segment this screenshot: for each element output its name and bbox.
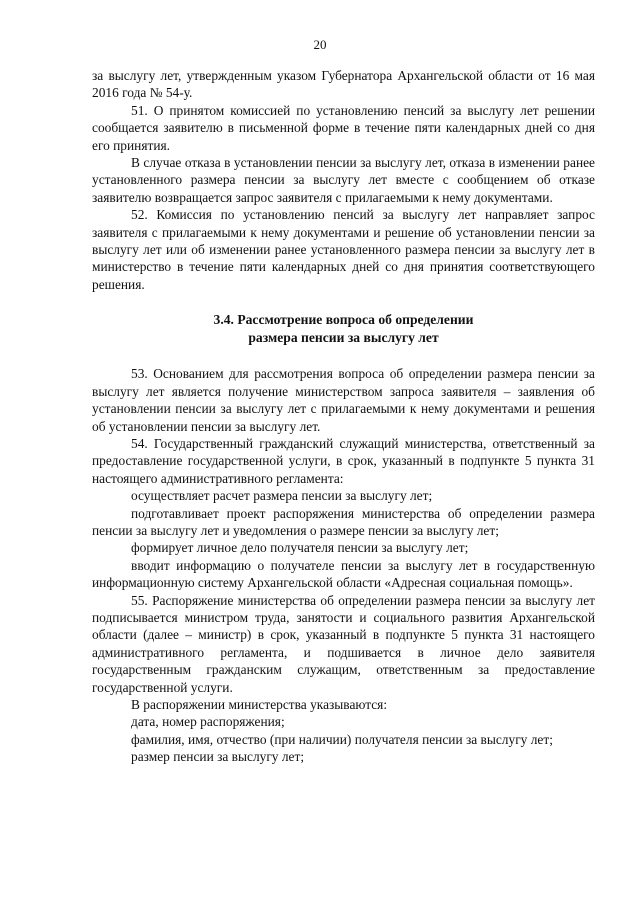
document-body (92, 67, 595, 766)
paragraph: подготавливает проект распоряжения министерства об определении размера пенсии за выслугу лет и уведомления о размере пенсии за выслугу лет; (92, 505, 595, 538)
paragraph: 52. Комиссия по установлению пенсий за выслугу лет направляет запрос заявителя с прилагаемыми к нему документами и решение об установлении пенсии за выслугу лет или об изменении ранее установленного размера пенсии за выслугу лет в министерство в течение пяти календарных дней со дня принятия соответствующего решения. (92, 207, 595, 292)
section-heading-line-1: 3.4. Рассмотрение вопроса об определении (213, 312, 474, 328)
paragraph: В распоряжении министерства указываются: (131, 697, 388, 712)
paragraph: 53. Основанием для рассмотрения вопроса об определении размера пенсии за выслугу лет является получение министерством запроса заявителя – заявления об установлении пенсии за выслугу лет с прилагаемыми к нему документами и решения об установлении пенсии за выслугу лет. (92, 366, 595, 434)
paragraph: осуществляет расчет размера пенсии за выслугу лет; (131, 488, 433, 504)
section-heading-line-2: размера пенсии за выслугу лет (248, 330, 439, 346)
paragraph: за выслугу лет, утвержденным указом Губернатора Архангельской области от 16 мая 2016 года № 54-у. (92, 68, 595, 101)
paragraph: В случае отказа в установлении пенсии за выслугу лет, отказа в изменении ранее установленного размера пенсии за выслугу лет вместе с сообщением об отказе заявителю возвращается запрос заявителя с прилагаемыми к нему документами. (92, 155, 595, 205)
paragraph: 54. Государственный гражданский служащий министерства, ответственный за предоставление государственной услуги, в срок, указанный в подпункте 5 пункта 31 настоящего административного регламента: (92, 435, 595, 486)
paragraph: 51. О принятом комиссией по установлению пенсий за выслугу лет решении сообщается заявителю в письменной форме в течение пяти календарных дней со дня его принятия. (92, 102, 595, 153)
section-heading (92, 311, 595, 347)
paragraph: вводит информацию о получателе пенсии за выслугу лет в государственную информационную систему Архангельской области «Адресная социальная помощь». (92, 557, 595, 591)
paragraph: 55. Распоряжение министерства об определении размера пенсии за выслугу лет подписывается министром труда, занятости и социального развития Архангельской области (далее – министр) в срок, указанный в подпункте 5 пункта 31 настоящего административного регламента, и подшивается в личное дело заявителя государственным гражданским служащим, ответственным за предоставление государственной услуги. (92, 592, 595, 695)
page-number: 20 (313, 37, 327, 52)
paragraph: размер пенсии за выслугу лет; (131, 749, 305, 765)
paragraph: дата, номер распоряжения; (131, 714, 285, 730)
paragraph: фамилия, имя, отчество (при наличии) получателя пенсии за выслугу лет; (131, 731, 553, 747)
paragraphs-before (92, 67, 595, 293)
paragraphs-after (92, 365, 595, 765)
paragraph: формирует личное дело получателя пенсии за выслугу лет; (131, 540, 469, 556)
